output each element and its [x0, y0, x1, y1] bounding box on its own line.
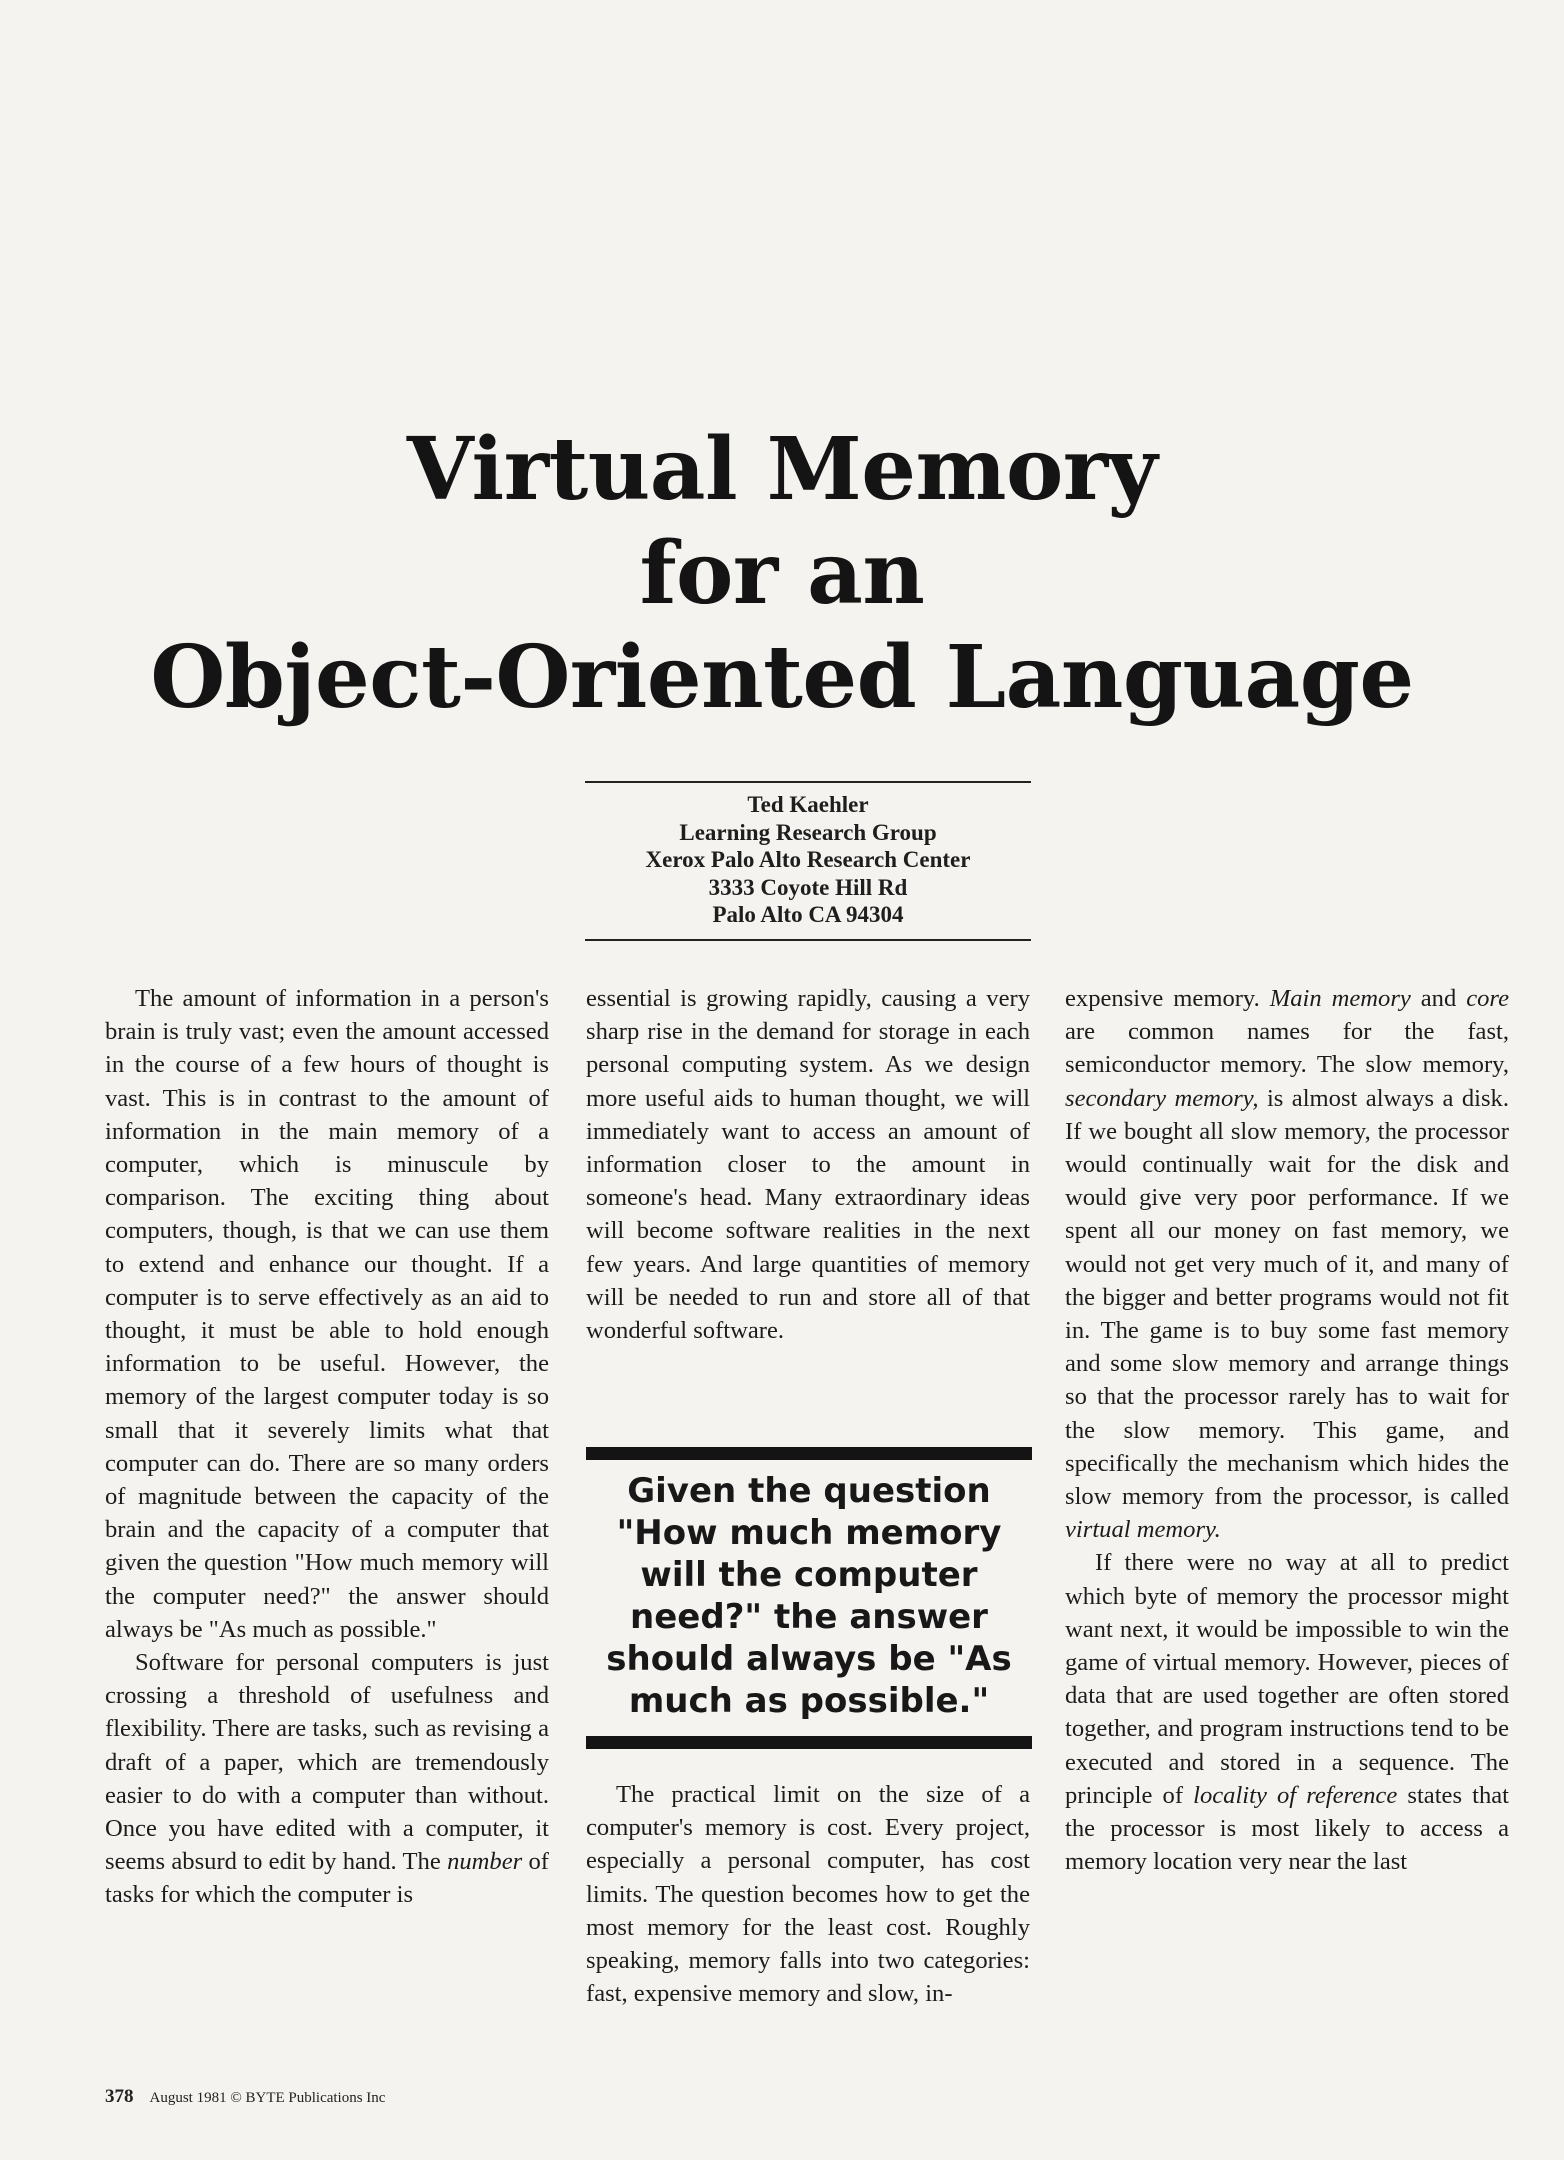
author-org: Xerox Palo Alto Research Center — [645, 847, 971, 872]
author-name: Ted Kaehler — [747, 792, 869, 817]
article-title — [0, 418, 1564, 730]
paragraph: Software for personal computers is just crossing a threshold of usefulness and flexibility. There are tasks, such as revising a draft of a paper, which are tremendously easier to do with a computer than without. Once you have edited with a computer, it seems absurd to edit by hand. The number of tasks for which the computer is — [105, 1649, 549, 1909]
paragraph: expensive memory. Main memory and core are common names for the fast, semiconductor memory. The slow memory, secondary memory, is almost always a disk. If we bought all slow memory, the processor would continually wait for the disk and would give very poor performance. If we spent all our money on fast memory, we would not get very much of it, and many of the bigger and better programs would not fit in. The game is to buy some fast memory and some slow memory and arrange things so that the processor rarely has to wait for the slow memory. This game, and specifically the mechanism which hides the slow memory from the processor, is called virtual memory. — [1065, 985, 1509, 1544]
column-1 — [105, 982, 549, 1912]
column-2 — [586, 982, 1030, 1347]
title-line-3: Object-Oriented Language — [150, 627, 1414, 728]
title-line-2: for an — [639, 523, 925, 624]
paragraph: The amount of information in a person's brain is truly vast; even the amount accessed in the course of a few hours of thought is vast. This is in contrast to the amount of information in the main memory of a computer, which is minuscule by comparison. The exciting thing about computers, though, is that we can use them to extend and enhance our thought. If a computer is to serve effectively as an aid to thought, it must be able to hold enough information to be useful. However, the memory of the largest computer today is so small that it severely limits what that computer can do. There are so many orders of magnitude between the capacity of the brain and the capacity of a computer that given the question "How much memory will the computer need?" the answer should always be "As much as possible." — [105, 985, 549, 1643]
author-street: 3333 Coyote Hill Rd — [708, 874, 908, 900]
page-number: 378 — [105, 2086, 134, 2107]
paragraph: essential is growing rapidly, causing a very sharp rise in the demand for storage in each personal computing system. As we design more useful aids to human thought, we will immediately want to access an amount of information closer to the amount in someone's head. Many extraordinary ideas will become software realities in the next few years. And large quantities of memory will be needed to run and store all of that wonderful software. — [586, 985, 1030, 1345]
paragraph: The practical limit on the size of a computer's memory is cost. Every project, especially a personal computer, has cost limits. The question becomes how to get the most memory for the least cost. Roughly speaking, memory falls into two categories: fast, expensive memory and slow, in- — [586, 1781, 1030, 2008]
column-3 — [1065, 982, 1509, 1878]
pull-quote-text: Given the question "How much memory will the computer need?" the answer should always be "As much as possible." — [606, 1471, 1012, 1721]
pull-quote — [586, 1447, 1032, 1749]
page-footer — [105, 2086, 385, 2108]
footer-credit: August 1981 © BYTE Publications Inc — [149, 2090, 386, 2106]
author-group: Learning Research Group — [679, 819, 937, 845]
column-2-continued — [586, 1778, 1030, 2010]
byline — [585, 781, 1031, 941]
author-city: Palo Alto CA 94304 — [712, 902, 904, 927]
paragraph: If there were no way at all to predict which byte of memory the processor might want next, it would be impossible to win the game of virtual memory. However, pieces of data that are used together are often stored together, and program instructions tend to be executed and stored in a sequence. The principle of locality of reference states that the processor is most likely to access a memory location very near the last — [1065, 1549, 1509, 1876]
title-line-1: Virtual Memory — [406, 419, 1158, 520]
